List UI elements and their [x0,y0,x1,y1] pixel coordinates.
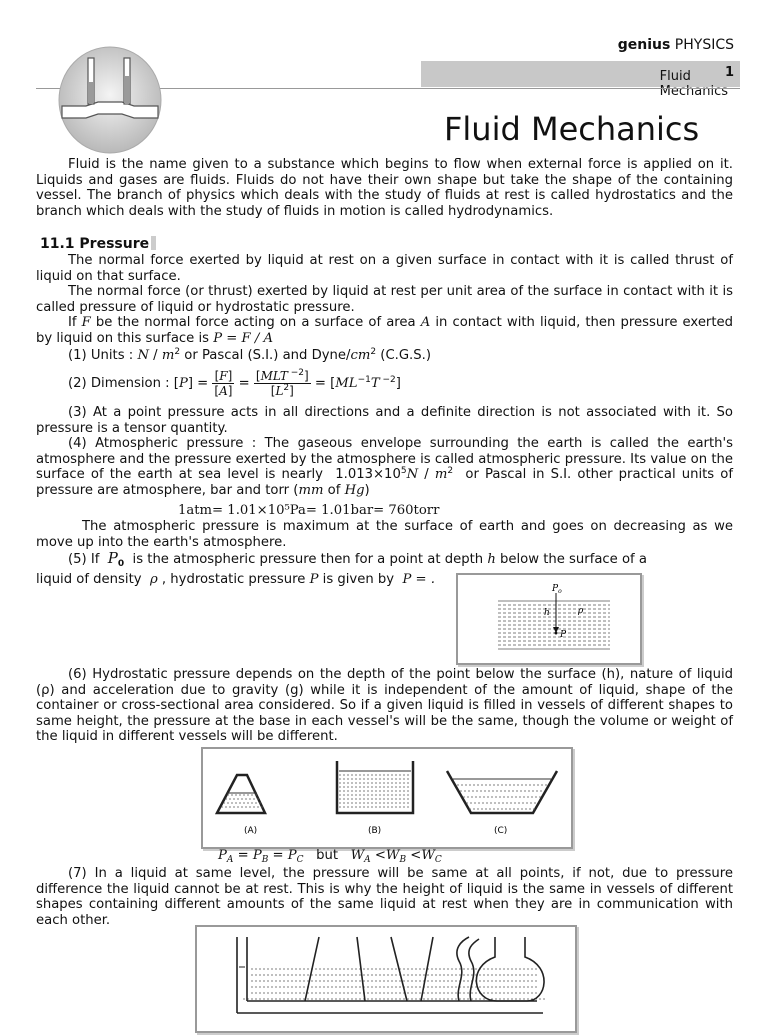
vessel-b [337,761,413,813]
svg-text:Po: $P_o$ [552,584,562,595]
vessel-a [217,775,265,813]
thrust-paragraph: The normal force exerted by liquid at rest on a given surface in contact with it is called thrust of liquid on that surface. [36,253,733,284]
page-title: Fluid Mechanics [444,110,700,148]
atmosphere-equation: 1atm= 1.01×10⁵Pa= 1.01bar= 760torr [178,503,440,518]
item-6: (6) Hydrostatic pressure depends on the depth of the point below the surface (h), nature of liquid (ρ) and acceleration due to gravity (g) while it is independent of the amount of liquid, shape of the container or cross-sectional area considered. So if a given liquid is filled in vessels of different shapes to same height, the pressure at the base in each vessel's will be the same, though the volume or weight of the liquid in different vessels will be different. [36,667,733,745]
item-4: (4) Atmospheric pressure : The gaseous envelope surrounding the earth is called the earth's atmosphere and the pressure exerted by the atmosphere is called atmospheric pressure. Its value on the surface of the earth at sea level is nearly $1.013\times 10^5N / m^2$ or Pascal in S.I. other practical units of pressure are atmosphere, bar and torr (mm of Hg) [36,436,734,498]
hydrostatic-figure [456,573,642,665]
item-7: (7) In a liquid at same level, the pressure will be same at all points, if not, due to pressure difference the liquid cannot be at rest. This is why the height of liquid is the same in vessels of different shapes containing different amounts of the same liquid at rest when they are in communication with each other. [36,866,733,928]
svg-text:ρ: ρ [578,606,584,616]
vessel-c [447,771,557,813]
atmosphere-paragraph: The atmospheric pressure is maximum at the surface of earth and goes on decreasing as we move up into the earth's atmosphere. [36,519,733,550]
dimension-line: (2) Dimension : [P] = $\frac{[F]}{[A]}$ = $\frac{[MLT ^{-2}]}{[L^2]}$ = [$ML^{-1}T$ $^{-2}$] [68,367,401,398]
label-a: (A) [244,826,258,836]
units-line: (1) Units : N / $m^2$ or Pascal (S.I.) and Dyne/$cm^2$ (C.G.S.) [68,347,431,363]
brand: genius PHYSICS [617,37,734,53]
label-c: (C) [494,826,508,836]
vessels-caption: $P_A = P_B = P_C$ but $W_A <W_B <W_C$ [218,848,442,865]
page-number: 1 [724,65,734,80]
item-3: (3) At a point pressure acts in all directions and a definite direction is not associated with it. So pressure is a tensor quantity. [36,405,733,436]
pressure-paragraph: The normal force (or thrust) exerted by liquid at rest per unit area of the surface in contact with it is called pressure of liquid or hydrostatic pressure. [36,284,733,315]
svg-text:h: h [544,608,550,618]
item-5-line1: (5) If $P_0$ is the atmospheric pressure then for a point at depth h below the surface of a [68,549,647,569]
item-5-line2: liquid of density ρ , hydrostatic pressure P is given by P = . [36,572,435,587]
vessels-figure [201,747,573,849]
communicating-vessels-figure [195,925,577,1033]
definition-paragraph: If F be the normal force acting on a surface of area A in contact with liquid, then pressure exerted by liquid on this surface is P = F / A [36,315,734,346]
section-heading: 11.1 Pressure [40,236,156,252]
chapter-logo [58,46,162,154]
intro-paragraph: Fluid is the name given to a substance which begins to flow when external force is applied on it. Liquids and gases are fluids. Fluids do not have their own shape but take the shape of the containing vessel. The branch of physics which deals with the study of fluids at rest is called hydrostatics and the branch which deals with the study of fluids in motion is called hydrodynamics. [36,157,733,219]
label-b: (B) [368,826,382,836]
chapter-name: Fluid Mechanics [659,69,728,99]
svg-text:P: P [560,630,567,640]
chapter-bar [421,61,740,99]
